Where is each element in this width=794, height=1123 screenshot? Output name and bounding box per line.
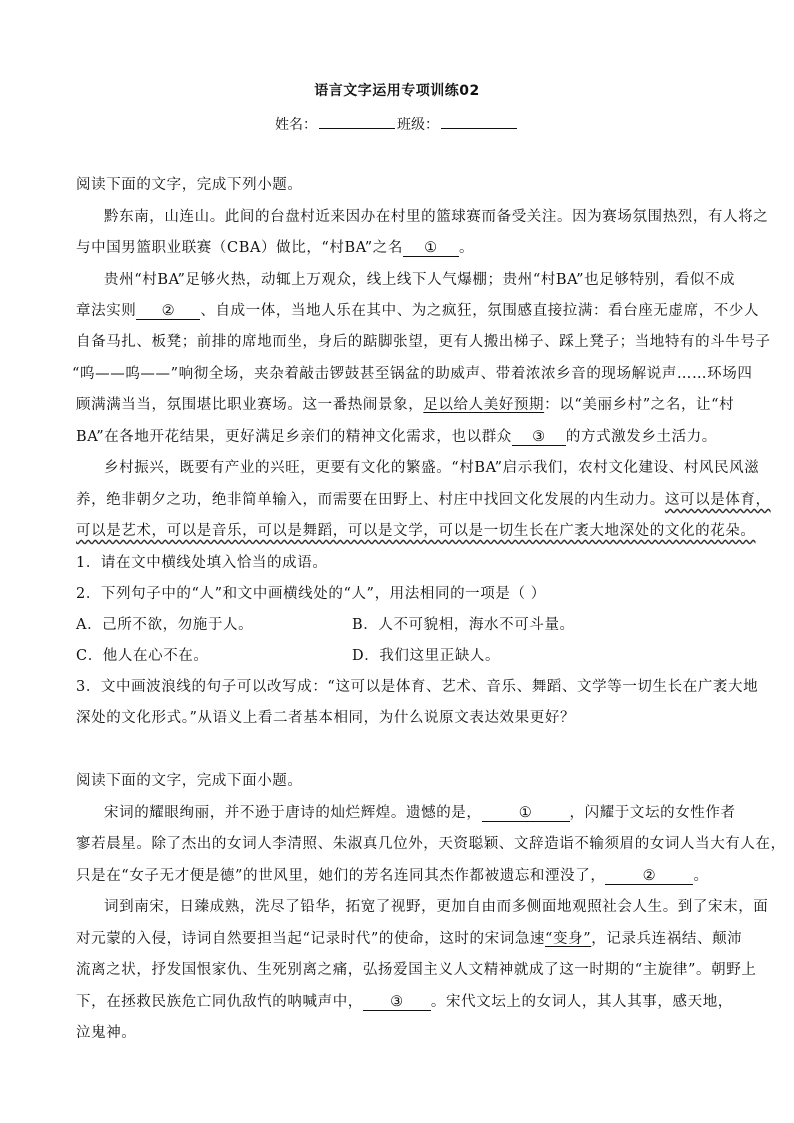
question-1: 1．请在文中横线处填入恰当的成语。 [76,555,328,571]
student-info-row [0,114,794,134]
section1-instruction: 阅读下面的文字，完成下列小题。 [76,177,303,193]
text-span: 。 [458,240,475,256]
s1-p2-line6 [76,427,726,447]
s1-p2-line2 [76,301,760,321]
s1-p3-line2 [76,490,771,510]
fill-blank-s2-3[interactable]: ③ [363,994,431,1011]
option-a[interactable]: A．己所不欲，勿施于人。 [76,617,254,633]
question-2-options-row1 [76,615,726,635]
option-c[interactable]: C．他人在心不在。 [76,648,209,664]
underlined-phrase: 足以给人 [423,397,484,413]
question-3-line2: 深处的文化形式。”从语义上看二者基本相同，为什么说原文表达效果更好？ [76,710,576,726]
text-span: 与中国男篮职业联赛（CBA）做比，“村BA”之名 [76,240,403,256]
s1-p2-line1: 贵州“村BA”足够火热，动辄上万观众，线上线下人气爆棚；贵州“村BA”也足够特别，看似不成 [104,272,736,288]
text-span: 、自成一体，当地人乐在其中、为之疯狂，氛围感直接拉满：看台座无虚席，不少人 [200,303,760,319]
fill-blank-3[interactable]: ③ [512,429,566,446]
s1-p1-line2 [76,238,726,258]
text-span: 只是在“女子无才便是德”的世风里，她们的芳名连同其杰作都被遗忘和湮没了， [76,868,606,884]
text-span: 章法实则 [76,303,137,319]
text-span: ，记录兵连祸结、颠沛 [591,931,743,947]
question-2: 2．下列句子中的“人”和文中画横线处的“人”，用法相同的一项是（ ） [76,586,546,602]
s1-p2-line5 [76,395,735,415]
s2-p2-line5: 泣鬼神。 [76,1025,137,1041]
s1-p3-line1: 乡村振兴，既要有产业的兴旺，更要有文化的繁盛。“村BA”启示我们，农村文化建设、村风民风滋 [104,460,760,476]
text-span: 宋词的耀眼绚丽，并不逊于唐诗的灿烂辉煌。遗憾的是， [104,805,482,821]
fill-blank-2[interactable]: ② [136,303,200,320]
text-span: ：以“美丽乡村”之名，让“村 [544,397,735,413]
underlined-phrase: 美好预期 [483,397,545,413]
option-d[interactable]: D．我们这里正缺人。 [352,648,501,664]
fill-blank-s2-1[interactable]: ① [482,805,570,822]
text-span: 对元蒙的入侵，诗词自然要担当起“记录时代”的使命，这时的宋词急速 [76,931,546,947]
fill-blank-1[interactable]: ① [403,240,459,257]
option-b[interactable]: B．人不可貌相，海水不可斗量。 [352,617,575,633]
wavy-underlined-sentence: 这可以是体育， [664,492,771,508]
text-span: BA”在各地开花结果，更好满足乡亲们的精神文化需求，也以群众 [76,429,512,445]
s2-p2-line1: 词到南宋，日臻成熟，洗尽了铅华，拓宽了视野，更加自由而多侧面地观照社会人生。到了宋末，面 [104,899,769,915]
class-label: 班级： [397,117,439,133]
question-3-line1: 3．文中画波浪线的句子可以改写成：“这可以是体育、艺术、音乐、舞蹈、文学等一切生长在广袤大地 [76,679,759,695]
s2-p2-line2 [76,929,743,949]
s2-p2-line4 [76,992,733,1012]
s2-p1-line2: 寥若晨星。除了杰出的女词人李清照、朱淑真几位外，天资聪颖、文辞造诣不输须眉的女词人当大有人在， [76,836,786,852]
class-blank[interactable] [441,116,517,129]
text-span: 下，在拯救民族危亡同仇敌忾的呐喊声中， [76,994,363,1010]
s2-p2-line3: 流离之状，抒发国恨家仇、生死别离之痛，弘扬爱国主义人文精神就成了这一时期的“主旋律”。朝野上 [76,962,757,978]
page-title: 语言文字运用专项训练02 [314,83,480,99]
question-2-options-row2 [76,646,726,666]
text-span: ，闪耀于文坛的女性作者 [569,805,736,821]
s1-p2-line4: “呜——呜——”响彻全场，夹杂着敲击锣鼓甚至锅盆的助威声、带着浓浓乡音的现场解说声……环场四 [72,366,753,382]
s1-p1-line1: 黔东南，山连山。此间的台盘村近来因办在村里的篮球赛而备受关注。因为赛场氛围热烈，有人将之 [104,209,769,225]
text-span: 的方式激发乡土活力。 [565,429,717,445]
section2-instruction: 阅读下面的文字，完成下面小题。 [76,773,303,789]
text-span: 。宋代文坛上的女词人，其人其事，感天地， [430,994,733,1010]
s2-p1-line3 [76,866,726,886]
s2-p1-line1 [104,803,736,823]
wavy-underlined-sentence: 可以是艺术，可以是音乐，可以是舞蹈，可以是文学，可以是一切生长在广袤大地深处的文化的花朵。 [76,523,756,539]
text-span: 。 [693,868,709,884]
s1-p3-line3 [76,521,756,541]
underlined-phrase: “变身” [545,931,592,947]
text-span: 顾满满当当，氛围堪比职业赛场。这一番热闹景象， [76,397,424,413]
fill-blank-s2-2[interactable]: ② [605,868,693,885]
name-label: 姓名： [275,117,317,133]
text-span: 养，绝非朝夕之功，绝非简单输入，而需要在田野上、村庄中找回文化发展的内生动力。 [76,492,665,508]
name-blank[interactable] [319,116,395,129]
s1-p2-line3: 自备马扎、板凳；前排的席地而坐，身后的踮脚张望，更有人搬出梯子、踩上凳子；当地特有的斗牛号子 [76,334,771,350]
